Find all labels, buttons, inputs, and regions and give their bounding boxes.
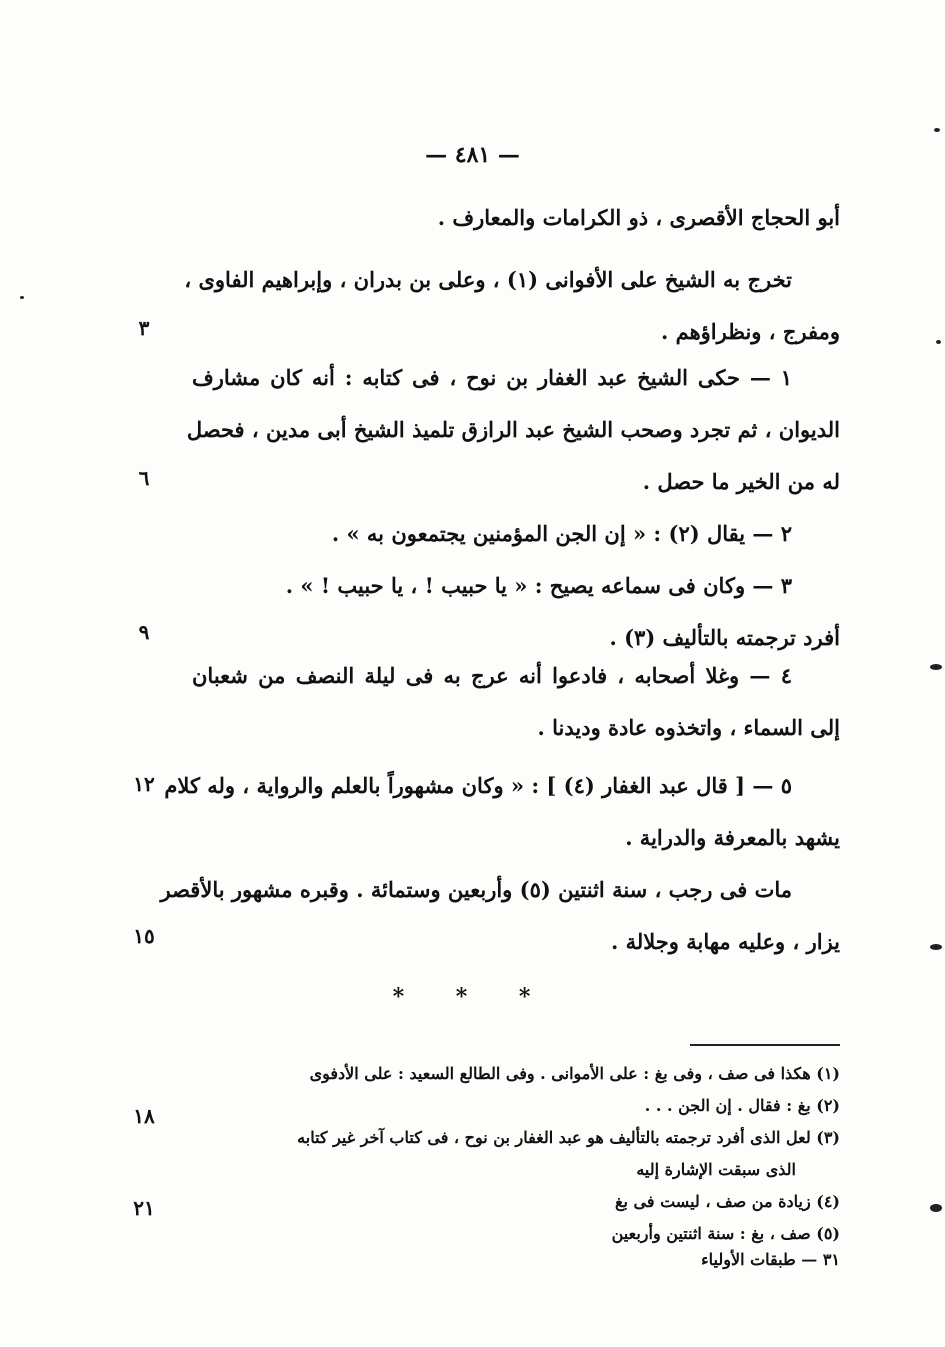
section-separator: * * * — [392, 984, 553, 1010]
text-line: يشهد بالمعرفة والدراية . — [625, 825, 840, 850]
line-number: ٢١ — [133, 1196, 155, 1220]
main-text — [160, 864, 840, 968]
main-text — [186, 352, 840, 664]
text-line: الديوان ، ثم تجرد وصحب الشيخ عبد الرازق تلميذ الشيخ أبى مدين ، فحصل — [186, 417, 840, 442]
footnote-divider — [690, 1044, 840, 1046]
footnote: (٤) زيادة من صف ، ليست فى بغ — [615, 1192, 840, 1211]
main-text — [192, 192, 840, 244]
text-line: ٥ — [ قال عبد الغفار (٤) ] : « وكان مشهوراً بالعلم والرواية ، وله كلام — [164, 773, 792, 798]
scan-speck — [930, 1204, 942, 1212]
text-line: ٣ — وكان فى سماعه يصيح : « يا حبيب ! ، يا حبيب ! » . — [285, 573, 792, 598]
text-line: له من الخير ما حصل . — [642, 469, 840, 494]
text-line: تخرج به الشيخ على الأفوانى (١) ، وعلى بن بدران ، وإبراهيم الفاوى ، — [184, 267, 792, 292]
text-line: مات فى رجب ، سنة اثنتين (٥) وأربعين وستمائة . وقبره مشهور بالأقصر — [160, 877, 792, 902]
footnote-continuation: الذى سبقت الإشارة إليه — [636, 1160, 796, 1179]
line-number: ١٢ — [133, 772, 155, 796]
text-line: أفرد ترجمته بالتأليف (٣) . — [609, 625, 840, 650]
text-line: إلى السماء ، واتخذوه عادة وديدنا . — [537, 715, 840, 740]
main-text — [164, 760, 840, 864]
scan-speck — [936, 340, 941, 344]
line-number: ١٨ — [133, 1104, 155, 1128]
page-number: — ٤٨١ — — [425, 142, 520, 168]
text-line: أبو الحجاج الأقصرى ، ذو الكرامات والمعارف . — [437, 205, 840, 230]
text-line: يزار ، وعليه مهابة وجلالة . — [610, 929, 840, 954]
scan-speck — [930, 664, 942, 670]
scan-speck — [930, 944, 942, 950]
footnotes — [192, 1058, 840, 1250]
line-number: ١٥ — [133, 924, 155, 948]
footnote: (٢) بغ : فقال . إن الجن . . . — [644, 1096, 840, 1115]
line-number: ٣ — [138, 316, 150, 340]
footnote: (١) هكذا فى صف ، وفى بغ : على الأموانى . وفى الطالع السعيد : على الأدفوى — [309, 1064, 840, 1083]
line-number: ٩ — [138, 620, 150, 644]
text-line: ٤ — وغلا أصحابه ، فادعوا أنه عرج به فى ليلة النصف من شعبان — [192, 663, 792, 688]
main-text — [192, 650, 840, 754]
line-number: ٦ — [138, 466, 150, 490]
main-text — [184, 254, 840, 358]
scan-speck — [934, 128, 940, 132]
signature-line: ٣١ — طبقات الأولياء — [701, 1250, 840, 1269]
text-line: ومفرج ، ونظراؤهم . — [660, 319, 840, 344]
footnote: (٣) لعل الذى أفرد ترجمته بالتأليف هو عبد الغفار بن نوح ، فى كتاب آخر غير كتابه — [297, 1128, 840, 1147]
text-line: ٢ — يقال (٢) : « إن الجن المؤمنين يجتمعون به » . — [331, 521, 792, 546]
text-line: ١ — حكى الشيخ عبد الغفار بن نوح ، فى كتابه : أنه كان مشارف — [192, 365, 792, 390]
scan-speck — [20, 296, 24, 299]
footnote: (٥) صف ، بغ : سنة اثنتين وأربعين — [611, 1224, 840, 1243]
